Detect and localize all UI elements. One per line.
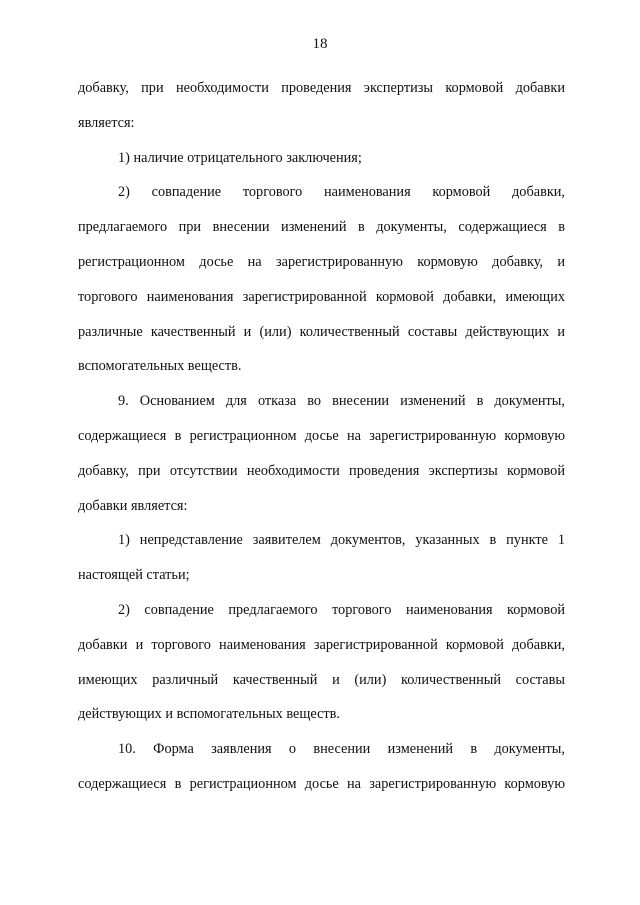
text-line: является: — [78, 114, 135, 131]
text-line: вспомогательных веществ. — [78, 358, 242, 375]
text-line: действующих и вспомогательных веществ. — [78, 706, 341, 723]
list-item-line: 1) непредставление заявителем документов, указанных в пункте 1 — [118, 532, 565, 549]
text-line: различные качественный и (или) количественный составы действующих и — [78, 323, 565, 340]
text-line: имеющих различный качественный и (или) количественный составы — [78, 671, 565, 688]
list-item-line: 2) совпадение предлагаемого торгового наименования кормовой — [118, 601, 565, 618]
text-line: добавку, при отсутствии необходимости проведения экспертизы кормовой — [78, 462, 565, 479]
page-number: 18 — [312, 36, 328, 52]
list-item-line: 2) совпадение торгового наименования кормовой добавки, — [118, 184, 565, 201]
paragraph-first-line: 9. Основанием для отказа во внесении изменений в документы, — [118, 393, 565, 410]
text-line: регистрационном досье на зарегистрированную кормовую добавку, и — [78, 253, 565, 270]
text-line: добавки является: — [78, 497, 188, 514]
document-body — [78, 80, 565, 811]
text-line: торгового наименования зарегистрированной кормовой добавки, имеющих — [78, 288, 565, 305]
list-item-line: 1) наличие отрицательного заключения; — [118, 149, 362, 166]
text-line: содержащиеся в регистрационном досье на зарегистрированную кормовую — [78, 775, 565, 792]
text-line: добавку, при необходимости проведения экспертизы кормовой добавки — [78, 80, 565, 96]
text-line: добавки и торгового наименования зарегистрированной кормовой добавки, — [78, 636, 565, 653]
paragraph-first-line: 10. Форма заявления о внесении изменений в документы, — [118, 741, 565, 758]
text-line: настоящей статьи; — [78, 567, 190, 584]
text-line: предлагаемого при внесении изменений в документы, содержащиеся в — [78, 219, 565, 236]
text-line: содержащиеся в регистрационном досье на зарегистрированную кормовую — [78, 427, 565, 444]
